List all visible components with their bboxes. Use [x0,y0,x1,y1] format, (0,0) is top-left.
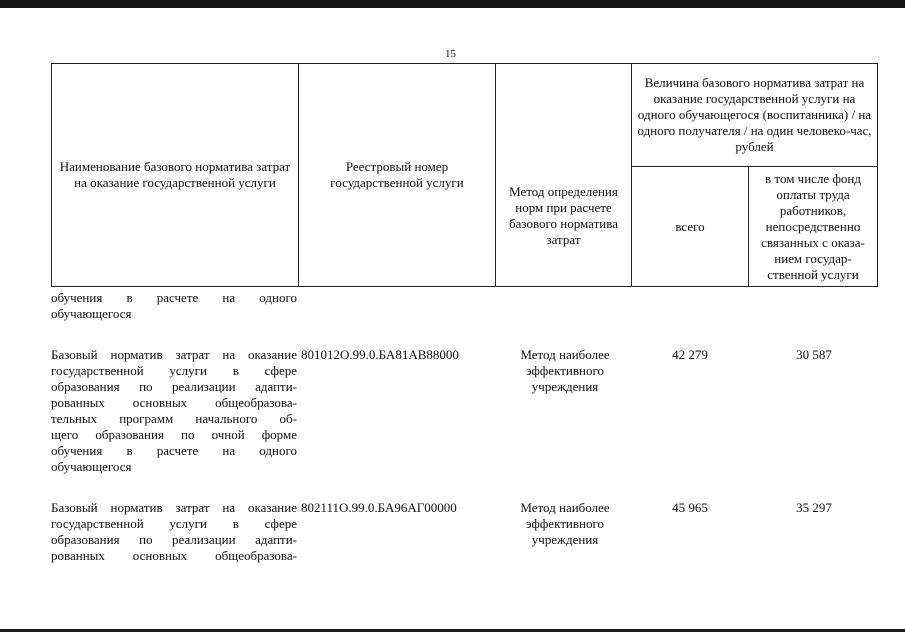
row-name-line: тельных программ начального об- [51,411,297,426]
row-total: 42 279 [672,347,708,362]
scan-border-top [0,0,905,8]
row-method: Метод наиболее эффективного учреждения [520,500,610,547]
row-method: Метод наиболее эффективного учреждения [520,347,610,394]
row-name-line: щего образования по очной форме [51,427,297,442]
row-name-line: образования по реализации адапти- [51,379,297,394]
page-number: 15 [445,48,456,60]
row-service-name [51,347,297,475]
scan-border-bottom [0,629,905,632]
header-method-column: Метод определения норм при расчете базового норматива затрат [495,63,632,287]
row-name-line: обучающегося [51,306,132,321]
header-value-group: Величина базового норматива затрат на оказание государственной услуги на одного обучающегося (воспитанника) / на одного получателя / на один человеко-час, рублей [631,63,878,167]
row-total: 45 965 [672,500,708,515]
header-registry-column: Реестровый номер государственной услуги [298,63,496,287]
row-service-name [51,500,297,564]
row-name-line: государственной услуги в сфере [51,363,297,378]
row-payroll: 30 587 [796,347,832,362]
row-name-line: рованных основных общеобразова- [51,548,297,563]
row-name-line: образования по реализации адапти- [51,532,297,547]
header-total-column: всего [631,166,749,287]
row-name-line: обучения в расчете на одного [51,443,297,458]
row-name-line: обучающегося [51,459,132,474]
row-name-line: государственной услуги в сфере [51,516,297,531]
row-name-line: Базовый норматив затрат на оказание [51,500,297,515]
row-name-line: Базовый норматив затрат на оказание [51,347,297,362]
table-row-continuation [51,290,297,322]
row-registry-number: 802111О.99.0.БА96АГ00000 [301,500,457,515]
row-registry-number: 801012О.99.0.БА81АВ88000 [301,347,459,362]
row-name-line: рованных основных общеобразова- [51,395,297,410]
header-payroll-column: в том числе фонд оплаты труда работников, непосредственно связанных с оказа-нием государ-ственной услуги [748,166,878,287]
header-name-column: Наименование базового норматива затрат на оказание государственной услуги [51,63,299,287]
row-payroll: 35 297 [796,500,832,515]
row-name-line: обучения в расчете на одного [51,290,297,305]
